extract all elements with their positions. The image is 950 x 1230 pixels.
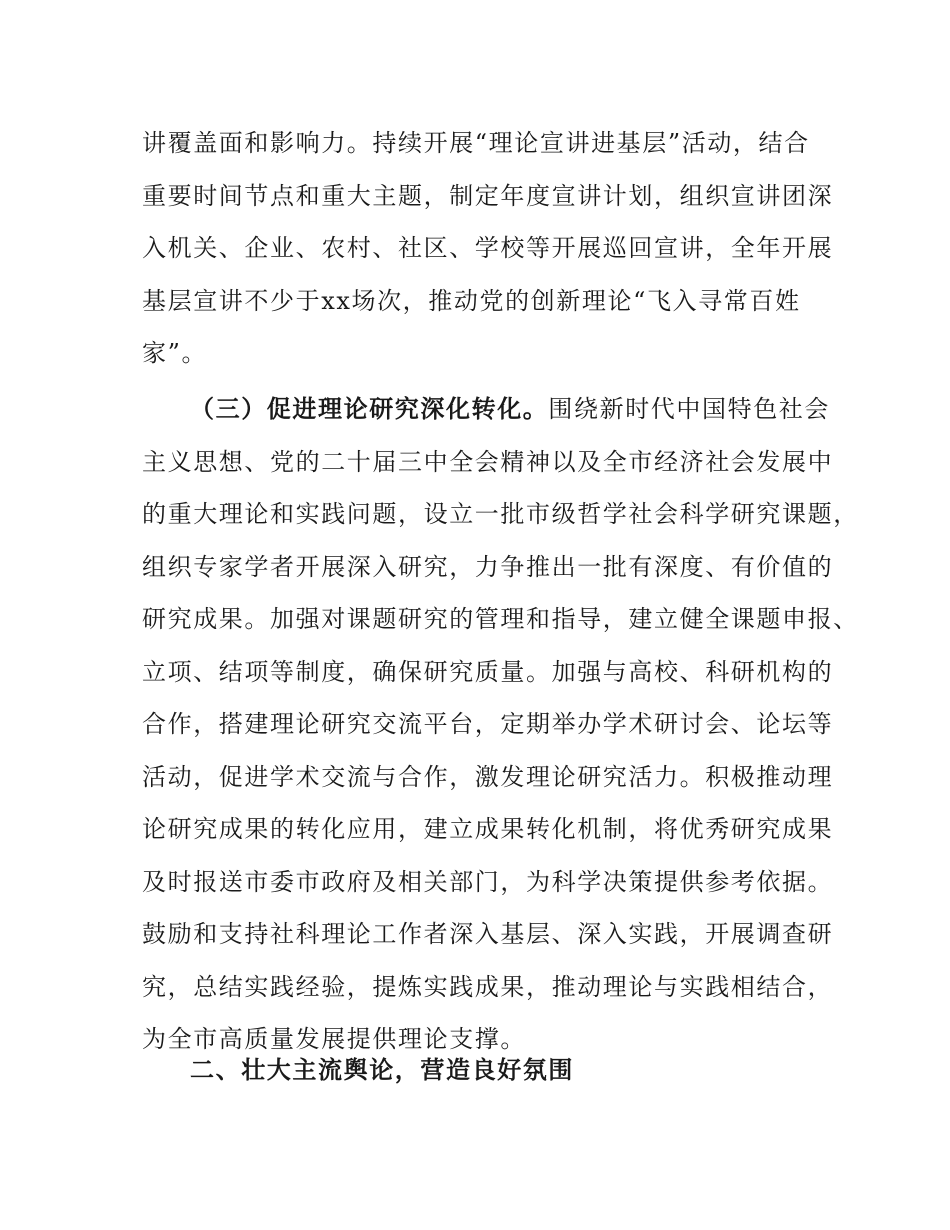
paragraph-theory-outreach xyxy=(142,117,834,380)
paragraph-line: 重要时间节点和重大主题，制定年度宣讲计划，组织宣讲团深 xyxy=(142,181,834,210)
paragraph-line: 立项、结项等制度，确保研究质量。加强与高校、科研机构的 xyxy=(142,657,834,686)
paragraph-line: 及时报送市委市政府及相关部门，为科学决策提供参考依据。 xyxy=(142,867,834,896)
paragraph-line: 活动，促进学术交流与合作，激发理论研究活力。积极推动理 xyxy=(142,762,834,791)
paragraph-line: 合作，搭建理论研究交流平台，定期举办学术研讨会、论坛等 xyxy=(142,710,834,738)
paragraph-line: 家”。 xyxy=(142,339,208,367)
paragraph-line: 鼓励和支持社科理论工作者深入基层、深入实践，开展调查研 xyxy=(142,920,834,948)
paragraph-line: 的重大理论和实践问题，设立一批市级哲学社会科学研究课题， xyxy=(142,500,859,528)
paragraph-first-line xyxy=(142,383,831,436)
paragraph-line: 为全市高质量发展提供理论支撑。 xyxy=(142,1025,526,1053)
paragraph-line: 论研究成果的转化应用，建立成果转化机制，将优秀研究成果 xyxy=(142,815,834,843)
paragraph-line: 入机关、企业、农村、社区、学校等开展巡回宣讲，全年开展 xyxy=(142,234,834,262)
section-heading: 二、壮大主流舆论，营造良好氛围 xyxy=(190,1056,574,1084)
paragraph-line: 研究成果。加强对课题研究的管理和指导，建立健全课题申报、 xyxy=(142,605,859,633)
paragraph-line: 主义思想、党的二十届三中全会精神以及全市经济社会发展中 xyxy=(142,447,834,476)
paragraph-line: 讲覆盖面和影响力。持续开展“理论宣讲进基层”活动，结合 xyxy=(142,129,810,157)
paragraph-line: 组织专家学者开展深入研究，力争推出一批有深度、有价值的 xyxy=(142,552,834,581)
subsection-heading: （三）促进理论研究深化转化。 xyxy=(190,395,549,423)
paragraph-theory-research xyxy=(142,383,859,1066)
paragraph-line: 究，总结实践经验，提炼实践成果，推动理论与实践相结合， xyxy=(142,972,834,1001)
paragraph-line-text: 围绕新时代中国特色社会 xyxy=(548,395,831,423)
paragraph-line: 基层宣讲不少于xx场次，推动党的创新理论“飞入寻常百姓 xyxy=(142,286,801,315)
